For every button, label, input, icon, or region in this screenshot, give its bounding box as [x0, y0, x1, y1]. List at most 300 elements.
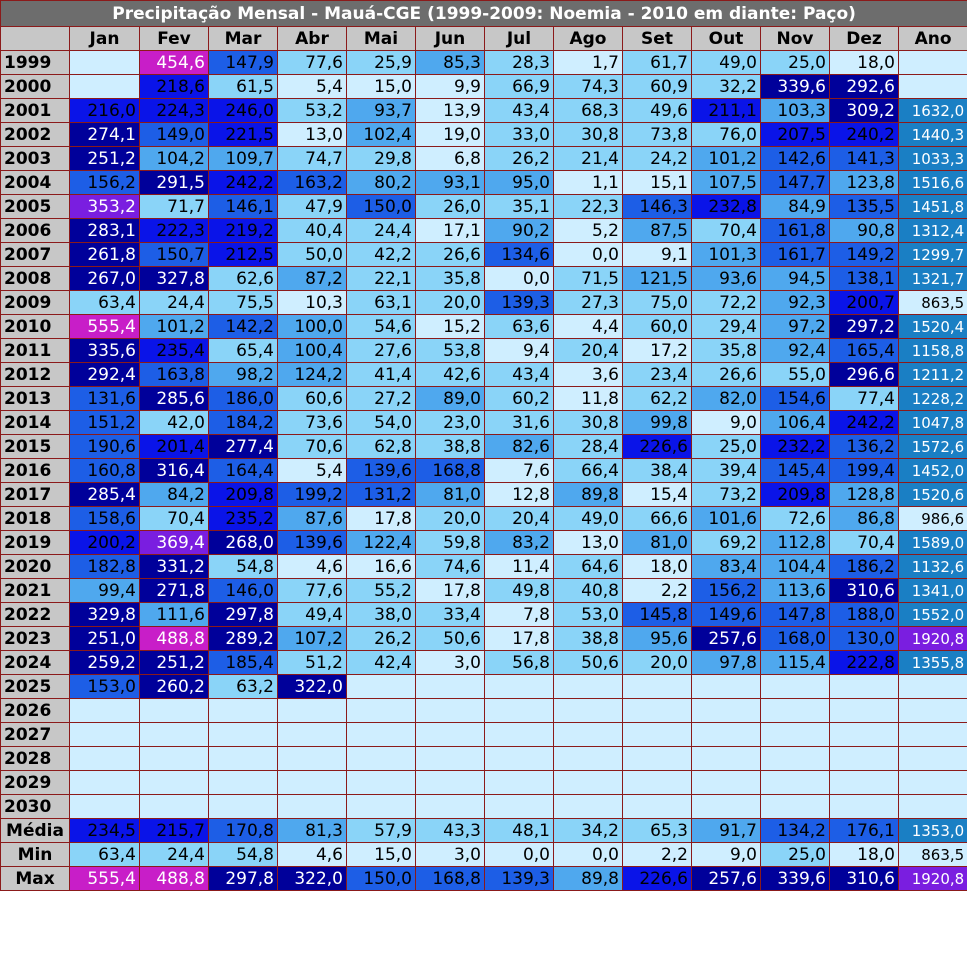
month-value-cell[interactable]: 147,7 — [761, 171, 830, 195]
month-value-cell[interactable]: 92,3 — [761, 291, 830, 315]
stat-value-cell[interactable]: 139,3 — [485, 867, 554, 891]
month-value-cell[interactable]: 84,9 — [761, 195, 830, 219]
year-total-cell[interactable]: 1440,3 — [899, 123, 967, 147]
month-value-cell[interactable]: 488,8 — [140, 627, 209, 651]
month-value-cell[interactable]: 182,8 — [70, 555, 140, 579]
month-value-cell[interactable]: 23,0 — [416, 411, 485, 435]
month-value-cell[interactable]: 27,6 — [347, 339, 416, 363]
month-value-cell[interactable]: 9,9 — [416, 75, 485, 99]
month-value-cell[interactable] — [485, 795, 554, 819]
month-value-cell[interactable]: 25,0 — [761, 51, 830, 75]
month-value-cell[interactable] — [209, 771, 278, 795]
month-value-cell[interactable] — [692, 699, 761, 723]
month-value-cell[interactable]: 30,8 — [554, 411, 623, 435]
month-value-cell[interactable]: 316,4 — [140, 459, 209, 483]
year-total-cell[interactable]: 1632,0 — [899, 99, 967, 123]
year-label[interactable]: 2014 — [1, 411, 70, 435]
month-value-cell[interactable]: 20,0 — [416, 291, 485, 315]
month-value-cell[interactable]: 74,6 — [416, 555, 485, 579]
month-value-cell[interactable]: 11,8 — [554, 387, 623, 411]
stat-value-cell[interactable]: 63,4 — [70, 843, 140, 867]
column-header-abr[interactable]: Abr — [278, 27, 347, 51]
year-label[interactable]: 2022 — [1, 603, 70, 627]
year-label[interactable]: 2029 — [1, 771, 70, 795]
month-value-cell[interactable]: 24,4 — [347, 219, 416, 243]
month-value-cell[interactable]: 146,1 — [209, 195, 278, 219]
month-value-cell[interactable]: 309,2 — [830, 99, 899, 123]
month-value-cell[interactable]: 43,4 — [485, 99, 554, 123]
month-value-cell[interactable] — [209, 723, 278, 747]
month-value-cell[interactable]: 13,0 — [278, 123, 347, 147]
month-value-cell[interactable]: 87,6 — [278, 507, 347, 531]
month-value-cell[interactable]: 15,2 — [416, 315, 485, 339]
month-value-cell[interactable]: 61,7 — [623, 51, 692, 75]
month-value-cell[interactable] — [278, 747, 347, 771]
month-value-cell[interactable]: 274,1 — [70, 123, 140, 147]
column-header-ano[interactable]: Ano — [899, 27, 967, 51]
month-value-cell[interactable]: 107,5 — [692, 171, 761, 195]
stat-value-cell[interactable]: 18,0 — [830, 843, 899, 867]
month-value-cell[interactable]: 59,8 — [416, 531, 485, 555]
year-total-cell[interactable]: 1355,8 — [899, 651, 967, 675]
stat-label[interactable]: Max — [1, 867, 70, 891]
year-total-cell[interactable]: 1341,0 — [899, 579, 967, 603]
year-label[interactable]: 2021 — [1, 579, 70, 603]
month-value-cell[interactable]: 83,2 — [485, 531, 554, 555]
column-header-mai[interactable]: Mai — [347, 27, 416, 51]
year-total-cell[interactable] — [899, 675, 967, 699]
month-value-cell[interactable]: 26,6 — [692, 363, 761, 387]
month-value-cell[interactable]: 111,6 — [140, 603, 209, 627]
month-value-cell[interactable]: 329,8 — [70, 603, 140, 627]
month-value-cell[interactable]: 26,6 — [416, 243, 485, 267]
year-total-cell[interactable]: 1452,0 — [899, 459, 967, 483]
month-value-cell[interactable]: 145,8 — [623, 603, 692, 627]
month-value-cell[interactable] — [485, 747, 554, 771]
month-value-cell[interactable]: 29,8 — [347, 147, 416, 171]
month-value-cell[interactable]: 209,8 — [761, 483, 830, 507]
month-value-cell[interactable]: 104,4 — [761, 555, 830, 579]
year-label[interactable]: 2000 — [1, 75, 70, 99]
year-total-cell[interactable] — [899, 75, 967, 99]
month-value-cell[interactable]: 5,4 — [278, 459, 347, 483]
month-value-cell[interactable]: 235,4 — [140, 339, 209, 363]
month-value-cell[interactable]: 142,2 — [209, 315, 278, 339]
month-value-cell[interactable]: 73,6 — [278, 411, 347, 435]
month-value-cell[interactable]: 112,8 — [761, 531, 830, 555]
month-value-cell[interactable]: 283,1 — [70, 219, 140, 243]
month-value-cell[interactable]: 153,0 — [70, 675, 140, 699]
month-value-cell[interactable]: 42,6 — [416, 363, 485, 387]
month-value-cell[interactable] — [70, 699, 140, 723]
month-value-cell[interactable]: 13,0 — [554, 531, 623, 555]
month-value-cell[interactable]: 38,8 — [554, 627, 623, 651]
month-value-cell[interactable]: 4,6 — [278, 555, 347, 579]
month-value-cell[interactable]: 161,8 — [761, 219, 830, 243]
stat-value-cell[interactable]: 297,8 — [209, 867, 278, 891]
month-value-cell[interactable]: 135,5 — [830, 195, 899, 219]
month-value-cell[interactable]: 242,2 — [830, 411, 899, 435]
year-total-cell[interactable]: 1033,3 — [899, 147, 967, 171]
month-value-cell[interactable]: 54,0 — [347, 411, 416, 435]
month-value-cell[interactable]: 35,8 — [692, 339, 761, 363]
month-value-cell[interactable]: 53,2 — [278, 99, 347, 123]
stat-total-cell[interactable]: 1353,0 — [899, 819, 967, 843]
month-value-cell[interactable]: 226,6 — [623, 435, 692, 459]
month-value-cell[interactable]: 20,0 — [416, 507, 485, 531]
month-value-cell[interactable]: 160,8 — [70, 459, 140, 483]
month-value-cell[interactable]: 53,8 — [416, 339, 485, 363]
month-value-cell[interactable] — [70, 723, 140, 747]
month-value-cell[interactable]: 221,5 — [209, 123, 278, 147]
month-value-cell[interactable]: 207,5 — [761, 123, 830, 147]
month-value-cell[interactable] — [209, 699, 278, 723]
month-value-cell[interactable]: 9,0 — [692, 411, 761, 435]
month-value-cell[interactable]: 77,4 — [830, 387, 899, 411]
month-value-cell[interactable] — [692, 771, 761, 795]
year-label[interactable]: 2010 — [1, 315, 70, 339]
month-value-cell[interactable]: 285,6 — [140, 387, 209, 411]
month-value-cell[interactable]: 7,6 — [485, 459, 554, 483]
month-value-cell[interactable]: 24,4 — [140, 291, 209, 315]
year-total-cell[interactable]: 1228,2 — [899, 387, 967, 411]
month-value-cell[interactable]: 89,8 — [554, 483, 623, 507]
month-value-cell[interactable]: 95,0 — [485, 171, 554, 195]
month-value-cell[interactable]: 9,1 — [623, 243, 692, 267]
year-label[interactable]: 2002 — [1, 123, 70, 147]
year-total-cell[interactable]: 1312,4 — [899, 219, 967, 243]
month-value-cell[interactable]: 35,1 — [485, 195, 554, 219]
month-value-cell[interactable]: 101,2 — [140, 315, 209, 339]
month-value-cell[interactable]: 60,6 — [278, 387, 347, 411]
stat-value-cell[interactable]: 34,2 — [554, 819, 623, 843]
month-value-cell[interactable] — [623, 699, 692, 723]
month-value-cell[interactable]: 163,2 — [278, 171, 347, 195]
month-value-cell[interactable] — [416, 771, 485, 795]
month-value-cell[interactable]: 38,4 — [623, 459, 692, 483]
month-value-cell[interactable]: 18,0 — [830, 51, 899, 75]
month-value-cell[interactable]: 63,4 — [70, 291, 140, 315]
stat-value-cell[interactable]: 24,4 — [140, 843, 209, 867]
month-value-cell[interactable]: 200,2 — [70, 531, 140, 555]
month-value-cell[interactable]: 246,0 — [209, 99, 278, 123]
month-value-cell[interactable]: 53,0 — [554, 603, 623, 627]
stat-value-cell[interactable]: 48,1 — [485, 819, 554, 843]
year-total-cell[interactable]: 1520,6 — [899, 483, 967, 507]
month-value-cell[interactable]: 151,2 — [70, 411, 140, 435]
month-value-cell[interactable] — [623, 747, 692, 771]
month-value-cell[interactable]: 82,6 — [485, 435, 554, 459]
year-label[interactable]: 2015 — [1, 435, 70, 459]
month-value-cell[interactable]: 149,0 — [140, 123, 209, 147]
month-value-cell[interactable] — [416, 723, 485, 747]
month-value-cell[interactable]: 232,8 — [692, 195, 761, 219]
stat-value-cell[interactable]: 488,8 — [140, 867, 209, 891]
month-value-cell[interactable]: 128,8 — [830, 483, 899, 507]
month-value-cell[interactable]: 188,0 — [830, 603, 899, 627]
month-value-cell[interactable]: 9,4 — [485, 339, 554, 363]
month-value-cell[interactable]: 297,8 — [209, 603, 278, 627]
month-value-cell[interactable]: 121,5 — [623, 267, 692, 291]
month-value-cell[interactable]: 353,2 — [70, 195, 140, 219]
month-value-cell[interactable]: 291,5 — [140, 171, 209, 195]
month-value-cell[interactable]: 115,4 — [761, 651, 830, 675]
month-value-cell[interactable]: 139,6 — [347, 459, 416, 483]
month-value-cell[interactable] — [761, 675, 830, 699]
month-value-cell[interactable]: 99,8 — [623, 411, 692, 435]
month-value-cell[interactable]: 251,2 — [70, 147, 140, 171]
month-value-cell[interactable]: 164,4 — [209, 459, 278, 483]
month-value-cell[interactable]: 13,9 — [416, 99, 485, 123]
month-value-cell[interactable] — [70, 747, 140, 771]
month-value-cell[interactable] — [692, 723, 761, 747]
month-value-cell[interactable]: 54,6 — [347, 315, 416, 339]
month-value-cell[interactable]: 49,8 — [485, 579, 554, 603]
month-value-cell[interactable]: 29,4 — [692, 315, 761, 339]
year-total-cell[interactable]: 1920,8 — [899, 627, 967, 651]
stat-value-cell[interactable]: 555,4 — [70, 867, 140, 891]
month-value-cell[interactable]: 150,0 — [347, 195, 416, 219]
month-value-cell[interactable]: 454,6 — [140, 51, 209, 75]
month-value-cell[interactable]: 90,8 — [830, 219, 899, 243]
month-value-cell[interactable] — [830, 795, 899, 819]
month-value-cell[interactable]: 3,6 — [554, 363, 623, 387]
month-value-cell[interactable] — [485, 699, 554, 723]
month-value-cell[interactable]: 99,4 — [70, 579, 140, 603]
month-value-cell[interactable]: 5,2 — [554, 219, 623, 243]
month-value-cell[interactable]: 49,0 — [554, 507, 623, 531]
month-value-cell[interactable]: 10,3 — [278, 291, 347, 315]
month-value-cell[interactable] — [554, 795, 623, 819]
month-value-cell[interactable]: 49,4 — [278, 603, 347, 627]
month-value-cell[interactable]: 93,6 — [692, 267, 761, 291]
month-value-cell[interactable]: 66,6 — [623, 507, 692, 531]
month-value-cell[interactable]: 107,2 — [278, 627, 347, 651]
year-label[interactable]: 2020 — [1, 555, 70, 579]
month-value-cell[interactable] — [554, 723, 623, 747]
month-value-cell[interactable]: 18,0 — [623, 555, 692, 579]
month-value-cell[interactable]: 66,4 — [554, 459, 623, 483]
month-value-cell[interactable]: 74,3 — [554, 75, 623, 99]
month-value-cell[interactable]: 185,4 — [209, 651, 278, 675]
month-value-cell[interactable]: 70,6 — [278, 435, 347, 459]
month-value-cell[interactable]: 49,0 — [692, 51, 761, 75]
month-value-cell[interactable]: 47,9 — [278, 195, 347, 219]
month-value-cell[interactable]: 260,2 — [140, 675, 209, 699]
month-value-cell[interactable]: 257,6 — [692, 627, 761, 651]
month-value-cell[interactable] — [347, 675, 416, 699]
month-value-cell[interactable]: 259,2 — [70, 651, 140, 675]
month-value-cell[interactable]: 81,0 — [623, 531, 692, 555]
column-header-out[interactable]: Out — [692, 27, 761, 51]
month-value-cell[interactable]: 17,2 — [623, 339, 692, 363]
month-value-cell[interactable]: 297,2 — [830, 315, 899, 339]
month-value-cell[interactable]: 292,4 — [70, 363, 140, 387]
month-value-cell[interactable]: 38,0 — [347, 603, 416, 627]
month-value-cell[interactable] — [416, 747, 485, 771]
stat-value-cell[interactable]: 15,0 — [347, 843, 416, 867]
month-value-cell[interactable]: 142,6 — [761, 147, 830, 171]
month-value-cell[interactable]: 73,8 — [623, 123, 692, 147]
month-value-cell[interactable]: 17,1 — [416, 219, 485, 243]
month-value-cell[interactable]: 25,9 — [347, 51, 416, 75]
month-value-cell[interactable]: 16,6 — [347, 555, 416, 579]
month-value-cell[interactable] — [830, 723, 899, 747]
stat-label[interactable]: Média — [1, 819, 70, 843]
month-value-cell[interactable]: 40,4 — [278, 219, 347, 243]
year-label[interactable]: 2025 — [1, 675, 70, 699]
year-total-cell[interactable] — [899, 771, 967, 795]
month-value-cell[interactable] — [623, 771, 692, 795]
month-value-cell[interactable]: 63,1 — [347, 291, 416, 315]
month-value-cell[interactable] — [485, 675, 554, 699]
month-value-cell[interactable]: 149,6 — [692, 603, 761, 627]
month-value-cell[interactable]: 201,4 — [140, 435, 209, 459]
month-value-cell[interactable]: 331,2 — [140, 555, 209, 579]
year-label[interactable]: 2003 — [1, 147, 70, 171]
month-value-cell[interactable]: 6,8 — [416, 147, 485, 171]
month-value-cell[interactable] — [209, 795, 278, 819]
month-value-cell[interactable]: 71,5 — [554, 267, 623, 291]
month-value-cell[interactable]: 292,6 — [830, 75, 899, 99]
month-value-cell[interactable]: 60,9 — [623, 75, 692, 99]
month-value-cell[interactable]: 224,3 — [140, 99, 209, 123]
month-value-cell[interactable]: 186,2 — [830, 555, 899, 579]
month-value-cell[interactable]: 216,0 — [70, 99, 140, 123]
month-value-cell[interactable]: 42,0 — [140, 411, 209, 435]
column-header-dez[interactable]: Dez — [830, 27, 899, 51]
year-label[interactable]: 2007 — [1, 243, 70, 267]
year-total-cell[interactable] — [899, 51, 967, 75]
month-value-cell[interactable]: 62,6 — [209, 267, 278, 291]
month-value-cell[interactable]: 1,1 — [554, 171, 623, 195]
month-value-cell[interactable]: 141,3 — [830, 147, 899, 171]
month-value-cell[interactable]: 77,6 — [278, 579, 347, 603]
month-value-cell[interactable]: 327,8 — [140, 267, 209, 291]
month-value-cell[interactable] — [416, 675, 485, 699]
stat-value-cell[interactable]: 0,0 — [554, 843, 623, 867]
month-value-cell[interactable] — [830, 699, 899, 723]
month-value-cell[interactable]: 21,4 — [554, 147, 623, 171]
month-value-cell[interactable]: 75,5 — [209, 291, 278, 315]
year-total-cell[interactable]: 1552,0 — [899, 603, 967, 627]
stat-value-cell[interactable]: 81,3 — [278, 819, 347, 843]
year-label[interactable]: 1999 — [1, 51, 70, 75]
column-header-jun[interactable]: Jun — [416, 27, 485, 51]
month-value-cell[interactable] — [485, 723, 554, 747]
month-value-cell[interactable]: 71,7 — [140, 195, 209, 219]
stat-value-cell[interactable]: 176,1 — [830, 819, 899, 843]
month-value-cell[interactable]: 26,0 — [416, 195, 485, 219]
year-total-cell[interactable]: 1451,8 — [899, 195, 967, 219]
month-value-cell[interactable]: 35,8 — [416, 267, 485, 291]
month-value-cell[interactable]: 40,8 — [554, 579, 623, 603]
month-value-cell[interactable]: 84,2 — [140, 483, 209, 507]
month-value-cell[interactable]: 23,4 — [623, 363, 692, 387]
month-value-cell[interactable]: 113,6 — [761, 579, 830, 603]
month-value-cell[interactable]: 69,2 — [692, 531, 761, 555]
year-label[interactable]: 2030 — [1, 795, 70, 819]
month-value-cell[interactable]: 102,4 — [347, 123, 416, 147]
stat-value-cell[interactable]: 134,2 — [761, 819, 830, 843]
month-value-cell[interactable]: 218,6 — [140, 75, 209, 99]
month-value-cell[interactable]: 100,4 — [278, 339, 347, 363]
month-value-cell[interactable] — [623, 723, 692, 747]
month-value-cell[interactable]: 200,7 — [830, 291, 899, 315]
year-label[interactable]: 2028 — [1, 747, 70, 771]
month-value-cell[interactable]: 103,3 — [761, 99, 830, 123]
month-value-cell[interactable] — [347, 747, 416, 771]
month-value-cell[interactable] — [347, 699, 416, 723]
month-value-cell[interactable]: 199,4 — [830, 459, 899, 483]
month-value-cell[interactable]: 5,4 — [278, 75, 347, 99]
month-value-cell[interactable]: 93,1 — [416, 171, 485, 195]
month-value-cell[interactable]: 100,0 — [278, 315, 347, 339]
year-label[interactable]: 2013 — [1, 387, 70, 411]
month-value-cell[interactable]: 7,8 — [485, 603, 554, 627]
month-value-cell[interactable]: 76,0 — [692, 123, 761, 147]
month-value-cell[interactable]: 27,2 — [347, 387, 416, 411]
month-value-cell[interactable]: 199,2 — [278, 483, 347, 507]
stat-value-cell[interactable]: 257,6 — [692, 867, 761, 891]
month-value-cell[interactable]: 310,6 — [830, 579, 899, 603]
month-value-cell[interactable]: 150,7 — [140, 243, 209, 267]
month-value-cell[interactable]: 72,2 — [692, 291, 761, 315]
month-value-cell[interactable] — [278, 723, 347, 747]
month-value-cell[interactable]: 322,0 — [278, 675, 347, 699]
stat-value-cell[interactable]: 234,5 — [70, 819, 140, 843]
year-total-cell[interactable]: 1572,6 — [899, 435, 967, 459]
month-value-cell[interactable]: 62,2 — [623, 387, 692, 411]
month-value-cell[interactable]: 61,5 — [209, 75, 278, 99]
month-value-cell[interactable]: 56,8 — [485, 651, 554, 675]
month-value-cell[interactable]: 63,2 — [209, 675, 278, 699]
year-total-cell[interactable]: 1158,8 — [899, 339, 967, 363]
month-value-cell[interactable]: 184,2 — [209, 411, 278, 435]
stat-value-cell[interactable]: 91,7 — [692, 819, 761, 843]
month-value-cell[interactable]: 39,4 — [692, 459, 761, 483]
month-value-cell[interactable] — [761, 747, 830, 771]
month-value-cell[interactable] — [761, 795, 830, 819]
month-value-cell[interactable]: 124,2 — [278, 363, 347, 387]
column-header-mar[interactable]: Mar — [209, 27, 278, 51]
month-value-cell[interactable]: 101,3 — [692, 243, 761, 267]
month-value-cell[interactable]: 50,0 — [278, 243, 347, 267]
year-label[interactable]: 2001 — [1, 99, 70, 123]
month-value-cell[interactable]: 168,8 — [416, 459, 485, 483]
column-header-set[interactable]: Set — [623, 27, 692, 51]
month-value-cell[interactable]: 147,9 — [209, 51, 278, 75]
month-value-cell[interactable]: 139,3 — [485, 291, 554, 315]
month-value-cell[interactable]: 82,0 — [692, 387, 761, 411]
month-value-cell[interactable]: 72,6 — [761, 507, 830, 531]
month-value-cell[interactable] — [209, 747, 278, 771]
month-value-cell[interactable]: 30,8 — [554, 123, 623, 147]
month-value-cell[interactable]: 161,7 — [761, 243, 830, 267]
year-total-cell[interactable] — [899, 795, 967, 819]
month-value-cell[interactable]: 106,4 — [761, 411, 830, 435]
month-value-cell[interactable] — [140, 771, 209, 795]
year-label[interactable]: 2019 — [1, 531, 70, 555]
stat-value-cell[interactable]: 43,3 — [416, 819, 485, 843]
stat-label[interactable]: Min — [1, 843, 70, 867]
month-value-cell[interactable]: 62,8 — [347, 435, 416, 459]
month-value-cell[interactable] — [554, 771, 623, 795]
month-value-cell[interactable]: 123,8 — [830, 171, 899, 195]
month-value-cell[interactable] — [623, 675, 692, 699]
month-value-cell[interactable]: 70,4 — [692, 219, 761, 243]
month-value-cell[interactable]: 168,0 — [761, 627, 830, 651]
